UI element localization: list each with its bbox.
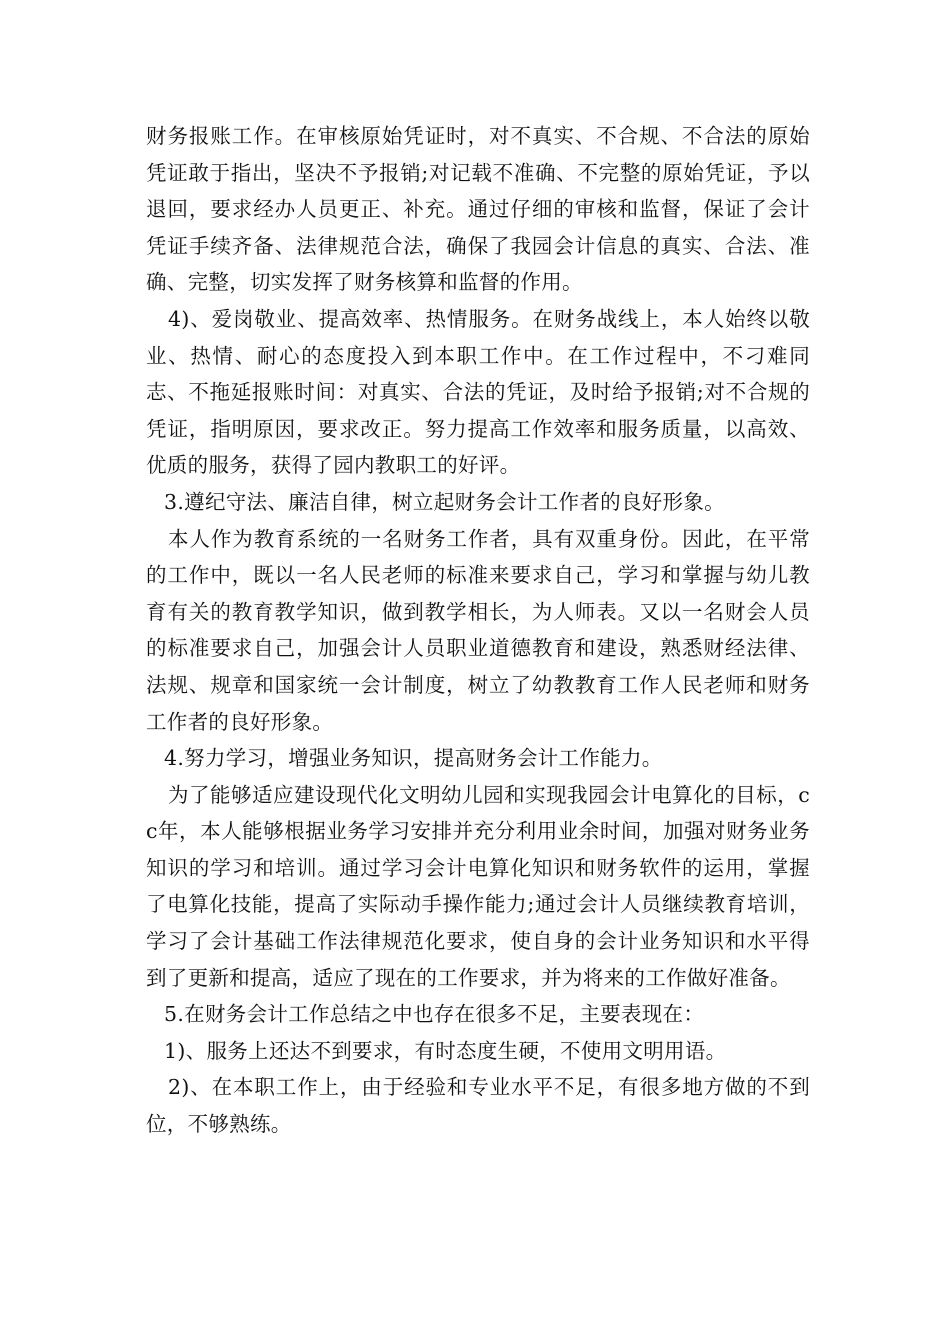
paragraph-shortcoming-1: 1)、服务上还达不到要求，有时态度生硬，不使用文明用语。 — [164, 1038, 727, 1063]
paragraph-audit: 财务报账工作。在审核原始凭证时，对不真实、不合规、不合法的原始凭证敢于指出，坚决不予报销;对记载不准确、不完整的原始凭证，予以退回，要求经办人员更正、补充。通过仔细的审核和监督，保证了会计凭证手续齐备、法律规范合法，确保了我园会计信息的真实、合法、准确、完整，切实发挥了财务核算和监督的作用。 — [146, 124, 810, 295]
section-heading-3: 3.遵纪守法、廉洁自律，树立起财务会计工作者的良好形象。 — [164, 489, 725, 514]
paragraph-dedication: 4)、爱岗敬业、提高效率、热情服务。在财务战线上，本人始终以敬业、热情、耐心的态度投入到本职工作中。在工作过程中，不刁难同志、不拖延报账时间：对真实、合法的凭证，及时给予报销;对不合规的凭证，指明原因，要求改正。努力提高工作效率和服务质量，以高效、优质的服务，获得了园内教职工的好评。 — [146, 306, 810, 478]
document-body — [146, 118, 810, 1143]
section-heading-5: 5.在财务会计工作总结之中也存在很多不足，主要表现在： — [164, 1002, 705, 1027]
paragraph-shortcoming-2: 2)、在本职工作上，由于经验和专业水平不足，有很多地方做的不到位，不够熟练。 — [146, 1075, 810, 1137]
paragraph-study: 为了能够适应建设现代化文明幼儿园和实现我园会计电算化的目标，cc年，本人能够根据业务学习安排并充分利用业余时间，加强对财务业务知识的学习和培训。通过学习会计电算化知识和财务软件的运用，掌握了电算化技能，提高了实际动手操作能力;通过会计人员继续教育培训，学习了会计基础工作法律规范化要求，使自身的会计业务知识和水平得到了更新和提高，适应了现在的工作要求，并为将来的工作做好准备。 — [146, 782, 810, 990]
section-heading-4: 4.努力学习，增强业务知识，提高财务会计工作能力。 — [164, 746, 663, 771]
paragraph-dual-identity: 本人作为教育系统的一名财务工作者，具有双重身份。因此，在平常的工作中，既以一名人民老师的标准来要求自己，学习和掌握与幼儿教育有关的教育教学知识，做到教学相长，为人师表。又以一名财会人员的标准要求自己，加强会计人员职业道德教育和建设，熟悉财经法律、法规、规章和国家统一会计制度，树立了幼教教育工作人民老师和财务工作者的良好形象。 — [146, 526, 810, 734]
